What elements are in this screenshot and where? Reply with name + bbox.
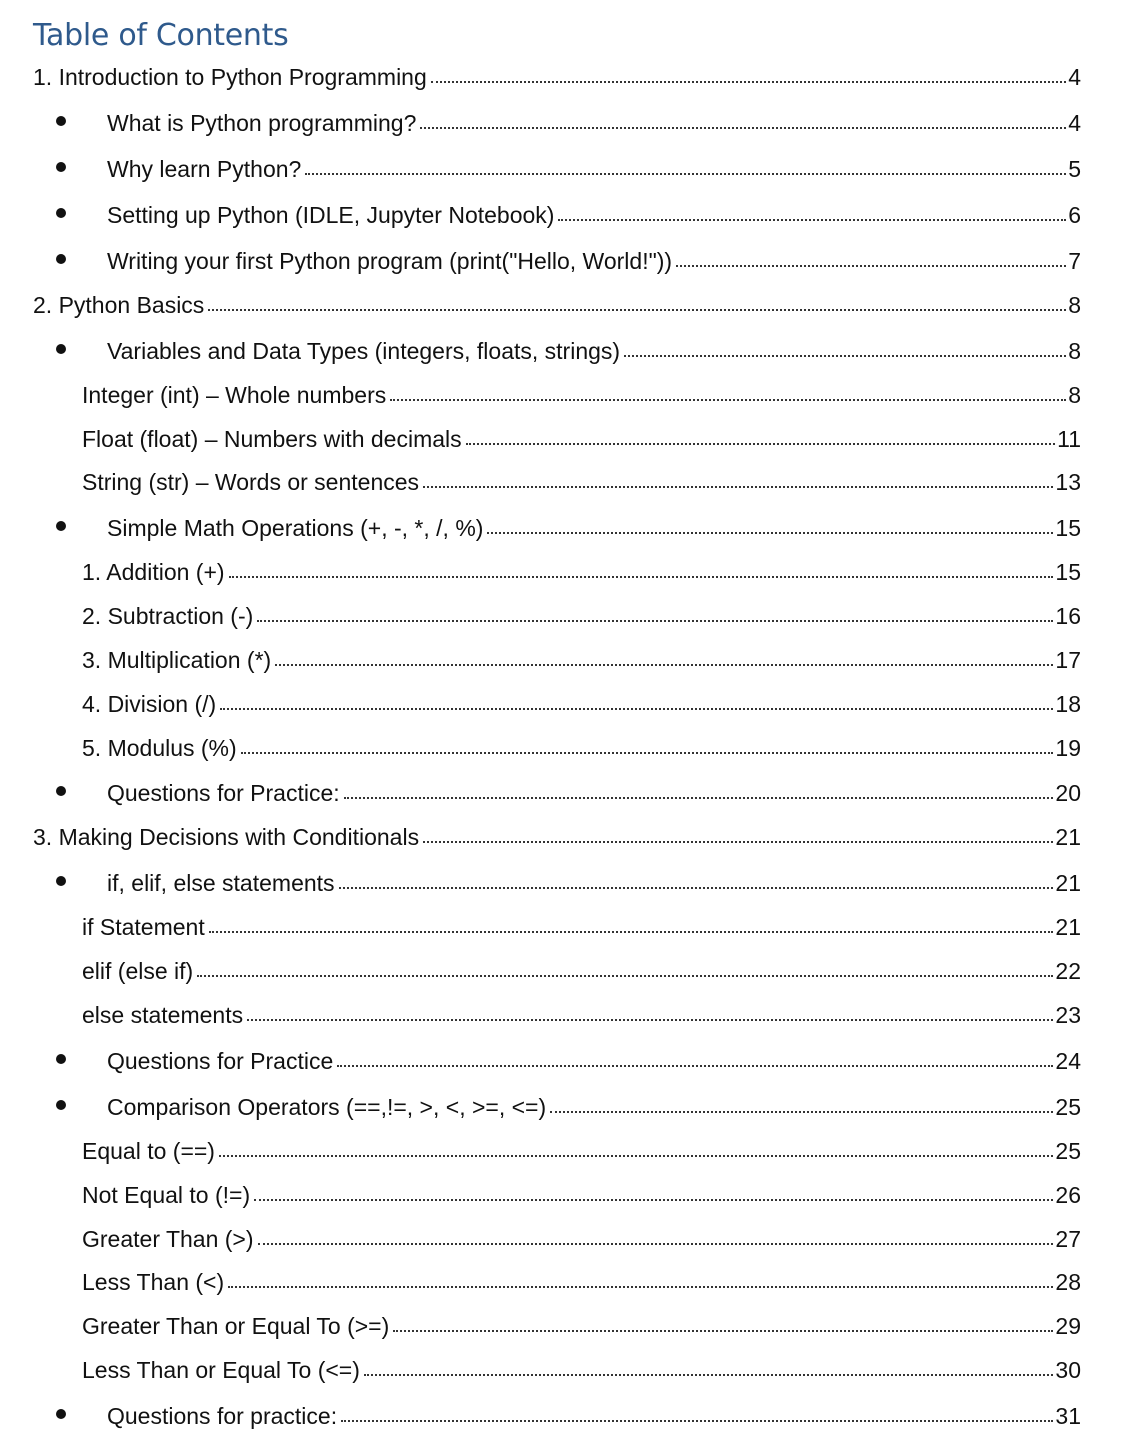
toc-entry-text: if, elif, else statements <box>107 870 335 896</box>
toc-entry-line <box>82 1222 1081 1256</box>
toc-entry-text: if Statement <box>82 914 205 940</box>
toc-entry[interactable] <box>0 244 1122 278</box>
toc-entry[interactable] <box>0 198 1122 232</box>
toc-entry-line <box>82 998 1081 1032</box>
toc-entry-text: 5. Modulus (%) <box>82 735 237 761</box>
dot-leader <box>558 219 1066 221</box>
toc-entry[interactable] <box>0 1134 1122 1168</box>
toc-entry-line <box>82 1265 1081 1299</box>
toc-entry[interactable] <box>0 820 1122 854</box>
toc-entry-text: Questions for Practice <box>107 1048 334 1074</box>
toc-entry-line <box>107 1090 1081 1124</box>
bullet-icon <box>56 1409 66 1419</box>
toc-entry-text: else statements <box>82 1002 244 1028</box>
toc-entry-line <box>82 378 1081 412</box>
toc-entry[interactable] <box>0 1265 1122 1299</box>
toc-entry-text: Not Equal to (!=) <box>82 1182 251 1208</box>
dot-leader <box>257 620 1053 622</box>
dot-leader <box>220 708 1053 710</box>
toc-entry-line <box>107 198 1081 232</box>
bullet-icon <box>56 876 66 886</box>
dot-leader <box>344 797 1054 799</box>
toc-entry-page-number: 18 <box>1055 691 1081 717</box>
toc-entry[interactable] <box>0 60 1122 94</box>
toc-entry[interactable] <box>0 511 1122 545</box>
toc-entry-text: Greater Than or Equal To (>=) <box>82 1313 390 1339</box>
toc-entry[interactable] <box>0 910 1122 944</box>
dot-leader <box>364 1374 1054 1376</box>
toc-entry-page-number: 22 <box>1055 958 1081 984</box>
dot-leader <box>390 399 1066 401</box>
toc-entry-line <box>107 106 1081 140</box>
toc-entry-line <box>33 288 1081 322</box>
toc-entry-page-number: 7 <box>1068 248 1081 274</box>
toc-entry-text: Integer (int) – Whole numbers <box>82 382 387 408</box>
bullet-icon <box>56 208 66 218</box>
toc-title: Table of Contents <box>33 18 289 53</box>
bullet-icon <box>56 344 66 354</box>
toc-entry-text: Less Than or Equal To (<=) <box>82 1357 360 1383</box>
toc-entry-line <box>82 422 1081 456</box>
toc-entry-line <box>107 152 1081 186</box>
dot-leader <box>420 127 1066 129</box>
toc-entry-page-number: 29 <box>1055 1313 1081 1339</box>
toc-entry-page-number: 13 <box>1055 469 1081 495</box>
toc-entry-page-number: 4 <box>1068 110 1081 136</box>
dot-leader <box>247 1019 1053 1021</box>
bullet-icon <box>56 116 66 126</box>
toc-entry-page-number: 27 <box>1055 1226 1081 1252</box>
bullet-icon <box>56 254 66 264</box>
dot-leader <box>337 1065 1053 1067</box>
dot-leader <box>209 931 1054 933</box>
toc-entry-line <box>107 866 1081 900</box>
bullet-icon <box>56 786 66 796</box>
dot-leader <box>229 576 1054 578</box>
toc-entry-line <box>33 60 1081 94</box>
dot-leader <box>466 443 1055 445</box>
toc-entry[interactable] <box>0 288 1122 322</box>
dot-leader <box>487 532 1053 534</box>
toc-entry-page-number: 4 <box>1068 64 1081 90</box>
toc-entry[interactable] <box>0 1399 1122 1433</box>
toc-entry-line <box>33 820 1081 854</box>
dot-leader <box>219 1155 1053 1157</box>
toc-entry-text: 4. Division (/) <box>82 691 217 717</box>
dot-leader <box>431 81 1066 83</box>
toc-entry-page-number: 24 <box>1055 1048 1081 1074</box>
toc-entry[interactable] <box>0 866 1122 900</box>
dot-leader <box>339 887 1054 889</box>
toc-entry-line <box>82 687 1081 721</box>
toc-entry-page-number: 16 <box>1055 603 1081 629</box>
toc-entry-line <box>107 1044 1081 1078</box>
toc-entry-text: elif (else if) <box>82 958 194 984</box>
toc-entry[interactable] <box>0 599 1122 633</box>
toc-entry[interactable] <box>0 1090 1122 1124</box>
toc-entry-text: What is Python programming? <box>107 110 417 136</box>
toc-entry-page-number: 8 <box>1068 338 1081 364</box>
toc-entry[interactable] <box>0 106 1122 140</box>
bullet-icon <box>56 1054 66 1064</box>
toc-entry-text: Setting up Python (IDLE, Jupyter Notebook) <box>107 202 555 228</box>
toc-entry-page-number: 30 <box>1055 1357 1081 1383</box>
toc-entry-line <box>82 643 1081 677</box>
dot-leader <box>275 664 1053 666</box>
toc-entry-page-number: 8 <box>1068 292 1081 318</box>
toc-entry-line <box>82 1353 1081 1387</box>
toc-entry-page-number: 5 <box>1068 156 1081 182</box>
toc-entry-line <box>82 731 1081 765</box>
toc-entry-text: Questions for Practice: <box>107 780 340 806</box>
toc-entry-text: Equal to (==) <box>82 1138 215 1164</box>
toc-entry-text: Less Than (<) <box>82 1269 225 1295</box>
toc-entry-page-number: 11 <box>1057 426 1081 452</box>
toc-entry-line <box>82 910 1081 944</box>
toc-entry-page-number: 21 <box>1055 824 1081 850</box>
dot-leader <box>423 841 1053 843</box>
dot-leader <box>305 173 1066 175</box>
toc-entry-line <box>107 334 1081 368</box>
toc-entry[interactable] <box>0 954 1122 988</box>
toc-entry[interactable] <box>0 465 1122 499</box>
toc-entry-page-number: 21 <box>1055 914 1081 940</box>
bullet-icon <box>56 1100 66 1110</box>
toc-entry-text: 3. Multiplication (*) <box>82 647 272 673</box>
toc-entry-page-number: 25 <box>1055 1138 1081 1164</box>
dot-leader <box>208 309 1066 311</box>
toc-entry-text: 3. Making Decisions with Conditionals <box>33 824 420 850</box>
toc-entry-text: Variables and Data Types (integers, floats, strings) <box>107 338 621 364</box>
toc-entry[interactable] <box>0 1222 1122 1256</box>
bullet-icon <box>56 521 66 531</box>
toc-entry-page-number: 21 <box>1055 870 1081 896</box>
toc-entry-text: Float (float) – Numbers with decimals <box>82 426 462 452</box>
toc-entry-text: Greater Than (>) <box>82 1226 254 1252</box>
dot-leader <box>241 752 1054 754</box>
dot-leader <box>676 265 1066 267</box>
dot-leader <box>228 1286 1053 1288</box>
toc-entry-line <box>82 465 1081 499</box>
toc-entry-text: Questions for practice: <box>107 1403 338 1429</box>
toc-entry[interactable] <box>0 731 1122 765</box>
toc-entry-page-number: 19 <box>1055 735 1081 761</box>
toc-entry-line <box>107 1399 1081 1433</box>
toc-entry-text: String (str) – Words or sentences <box>82 469 420 495</box>
toc-entry-text: 2. Python Basics <box>33 292 205 318</box>
toc-entry-text: Writing your first Python program (print("Hello, World!")) <box>107 248 673 274</box>
toc-entry[interactable] <box>0 378 1122 412</box>
toc-entry-page-number: 20 <box>1055 780 1081 806</box>
toc-entry[interactable] <box>0 422 1122 456</box>
toc-entry[interactable] <box>0 555 1122 589</box>
dot-leader <box>550 1111 1053 1113</box>
toc-entry-page-number: 8 <box>1068 382 1081 408</box>
toc-entry-line <box>107 244 1081 278</box>
toc-entry-text: Comparison Operators (==,!=, >, <, >=, <=) <box>107 1094 547 1120</box>
toc-entry[interactable] <box>0 334 1122 368</box>
toc-entry-page-number: 31 <box>1055 1403 1081 1429</box>
toc-entry-page-number: 17 <box>1055 647 1081 673</box>
toc-entry[interactable] <box>0 998 1122 1032</box>
toc-entry[interactable] <box>0 1353 1122 1387</box>
toc-entry[interactable] <box>0 152 1122 186</box>
dot-leader <box>624 355 1066 357</box>
toc-entry-line <box>82 1134 1081 1168</box>
toc-entry-page-number: 6 <box>1068 202 1081 228</box>
toc-entry[interactable] <box>0 776 1122 810</box>
toc-entry[interactable] <box>0 1309 1122 1343</box>
toc-entry-line <box>82 599 1081 633</box>
toc-entry[interactable] <box>0 1044 1122 1078</box>
dot-leader <box>254 1199 1053 1201</box>
dot-leader <box>423 486 1053 488</box>
dot-leader <box>258 1243 1054 1245</box>
bullet-icon <box>56 162 66 172</box>
dot-leader <box>341 1420 1053 1422</box>
toc-entry[interactable] <box>0 643 1122 677</box>
dot-leader <box>393 1330 1053 1332</box>
toc-entry-text: 1. Introduction to Python Programming <box>33 64 427 90</box>
toc-entry-text: Why learn Python? <box>107 156 302 182</box>
toc-entry-text: Simple Math Operations (+, -, *, /, %) <box>107 515 484 541</box>
toc-entry-line <box>82 954 1081 988</box>
toc-entry-line <box>107 776 1081 810</box>
toc-entry[interactable] <box>0 1178 1122 1212</box>
toc-entry-line <box>107 511 1081 545</box>
toc-entry-page-number: 15 <box>1055 515 1081 541</box>
toc-entry[interactable] <box>0 687 1122 721</box>
toc-entry-page-number: 15 <box>1055 559 1081 585</box>
toc-entry-line <box>82 1309 1081 1343</box>
toc-entry-page-number: 23 <box>1055 1002 1081 1028</box>
toc-entry-text: 1. Addition (+) <box>82 559 225 585</box>
toc-entry-page-number: 26 <box>1055 1182 1081 1208</box>
toc-entry-page-number: 28 <box>1055 1269 1081 1295</box>
toc-entry-line <box>82 1178 1081 1212</box>
dot-leader <box>197 975 1053 977</box>
toc-entry-text: 2. Subtraction (-) <box>82 603 254 629</box>
toc-entry-page-number: 25 <box>1055 1094 1081 1120</box>
toc-entry-line <box>82 555 1081 589</box>
